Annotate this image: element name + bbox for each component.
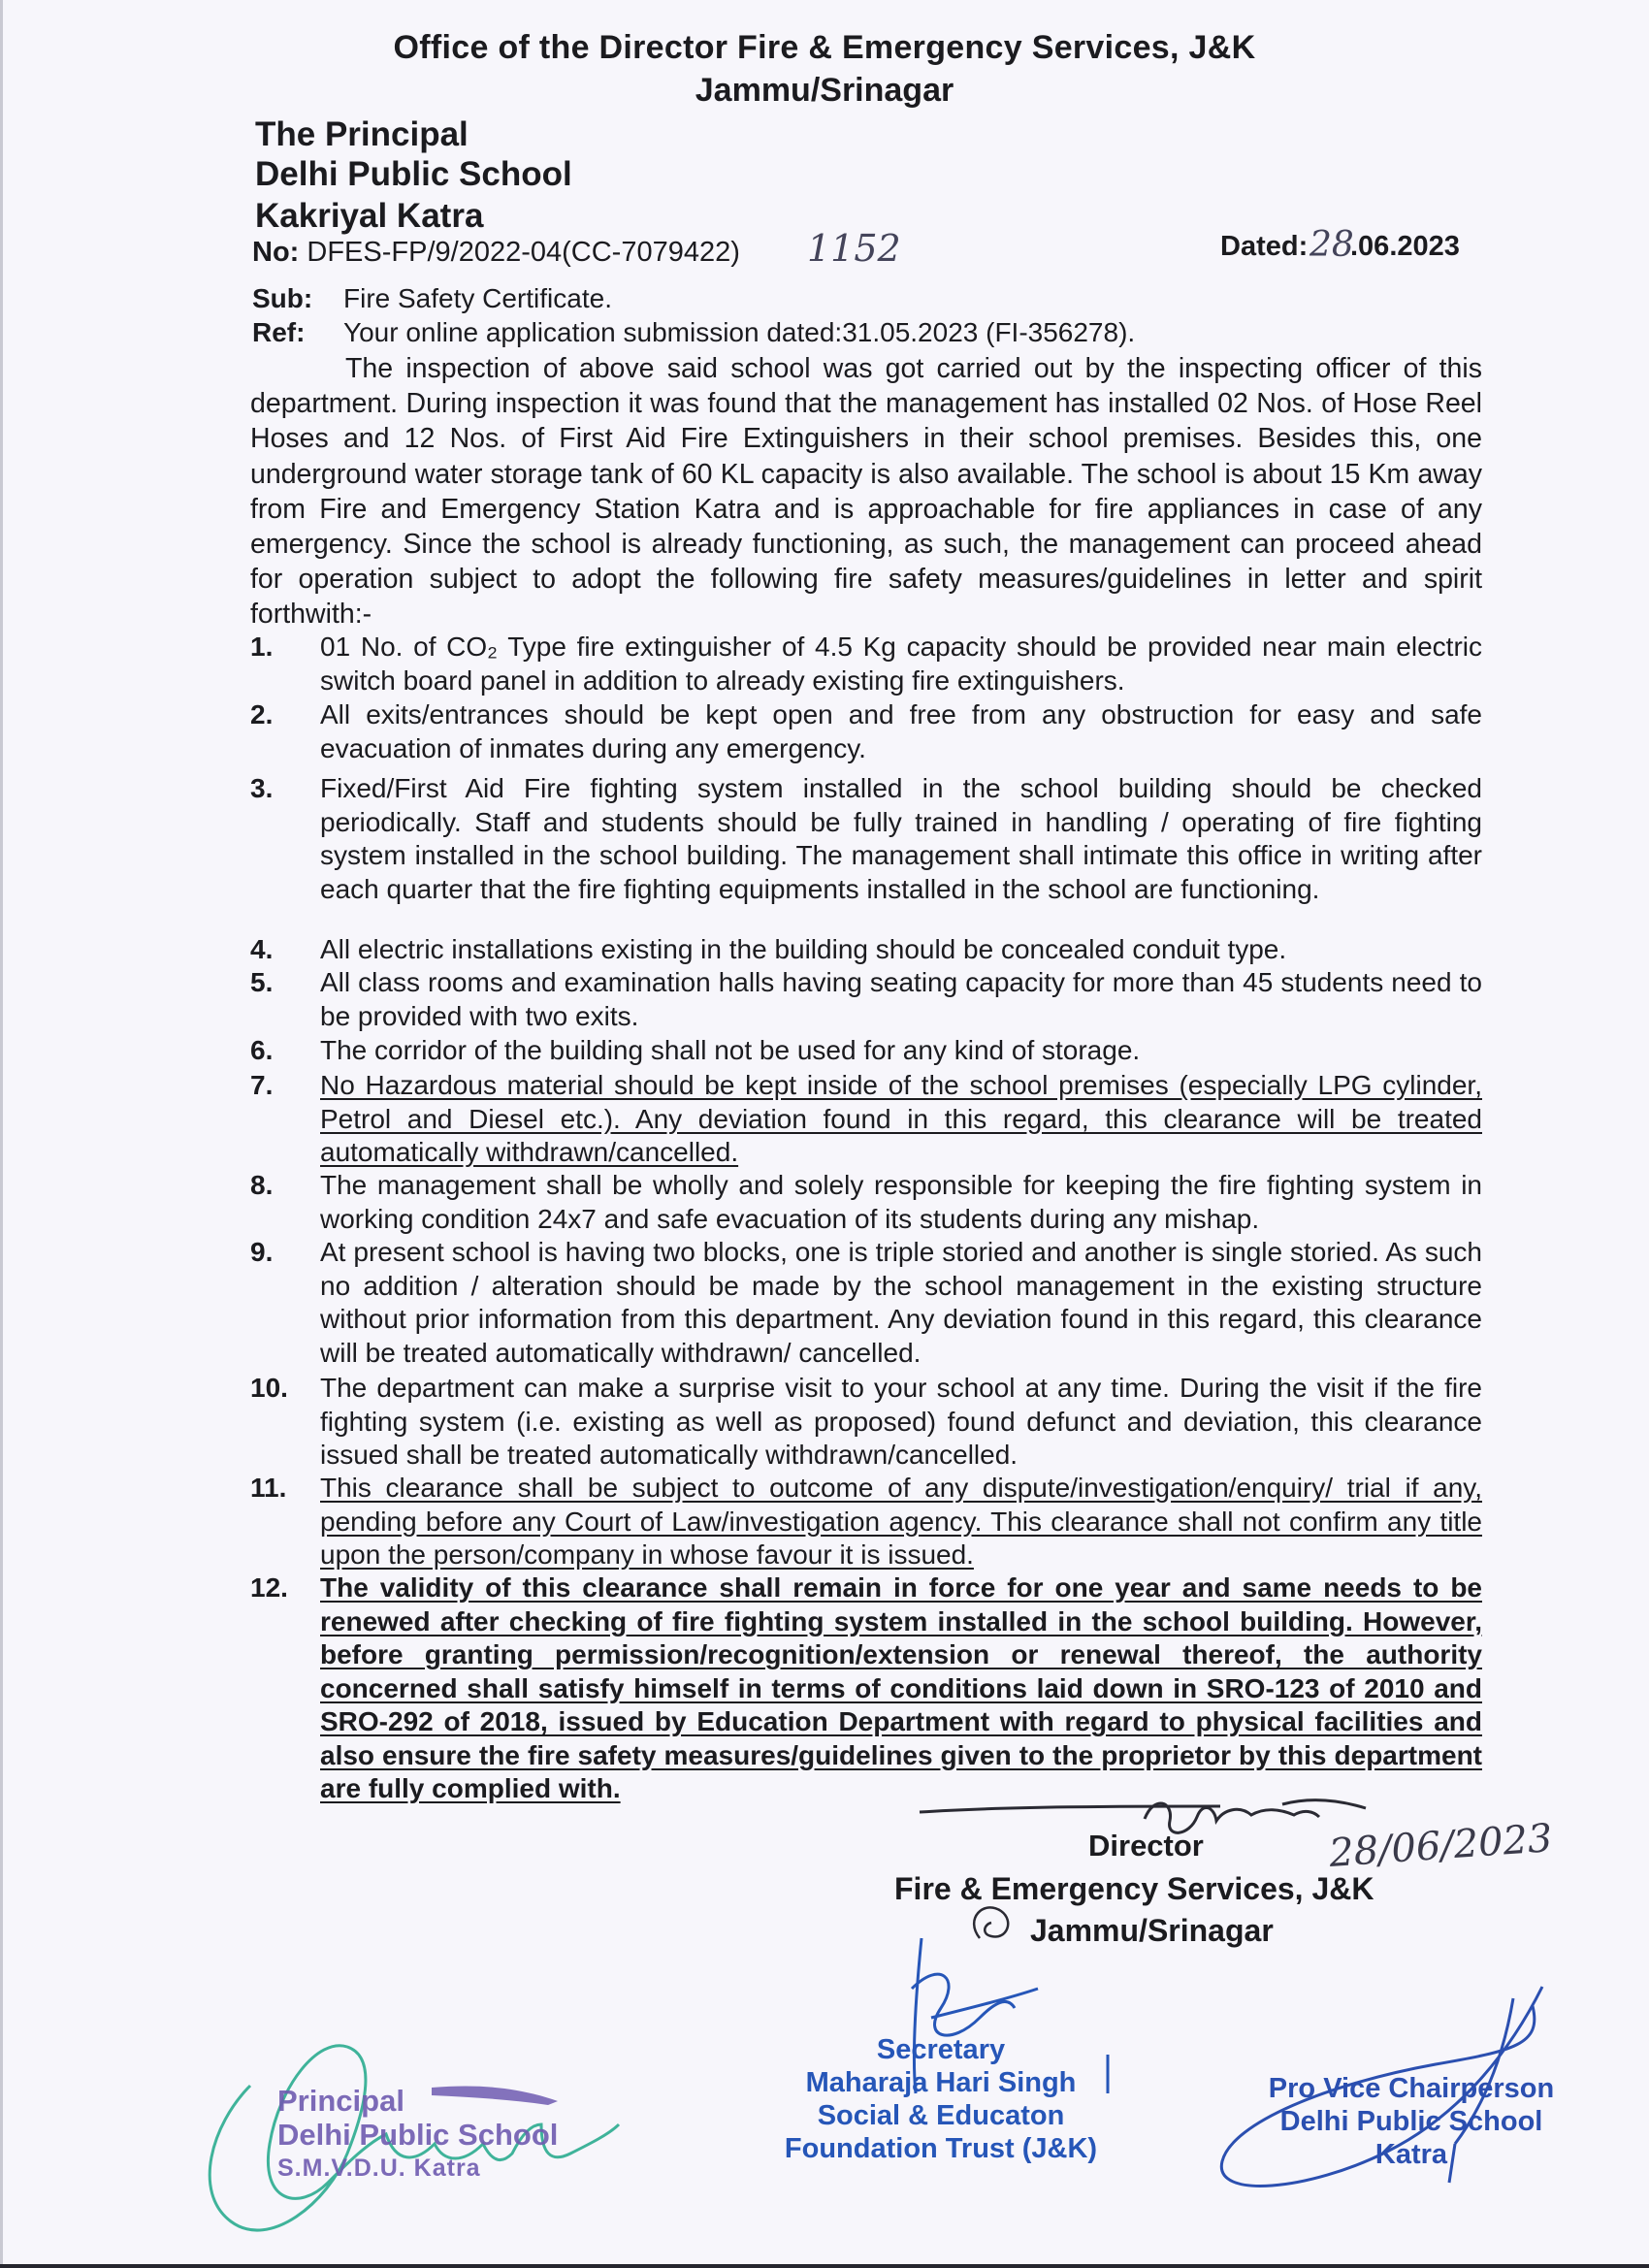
director-office: Fire & Emergency Services, J&K [894, 1871, 1374, 1906]
item-text: This clearance shall be subject to outcome of any dispute/investigation/enquiry/ trial if any, pending before any Court of Law/investigation agency. This clearance shall not confirm any title upon the person/company in whose favour it is issued. [320, 1473, 1482, 1570]
director-location: Jammu/Srinagar [1030, 1913, 1274, 1948]
item-text: Fixed/First Aid Fire fighting system installed in the school building should be checked periodically. Staff and students should be fully trained in handling / operating of fire fighting system installed in the school building. The management shall intimate this office in writing after each quarter that the fire fighting equipments installed in the school are functioning. [320, 773, 1482, 904]
item-number: 10. [250, 1373, 288, 1403]
item-text: The department can make a surprise visit to your school at any time. During the visit if the fire fighting system (i.e. existing as well as proposed) found defunct and deviation, this clearance issued shall be treated automatically withdrawn/cancelled. [320, 1373, 1482, 1470]
reference-number-value: DFES-FP/9/2022-04(CC-7079422) [307, 237, 740, 268]
item-number: 5. [250, 967, 274, 997]
ref-label: Ref: [252, 317, 306, 347]
director-handwritten-date: 28/06/2023 [1327, 1816, 1554, 1876]
intro-paragraph: The inspection of above said school was got carried out by the inspecting officer of this department. During inspection it was found that the management has installed 02 Nos. of Hose Reel Hoses and 12 Nos. of First Aid Fire Extinguishers in their school premises. Besides this, one underground water storage tank of 60 KL capacity is also available. The school is about 15 Km away from Fire and Emergency Station Katra and is approachable for fire appliances in case of any emergency. Since the school is already functioning, as such, the management can proceed ahead for operation subject to adopt the following fire safety measures/guidelines in letter and spirit forthwith:- [250, 353, 1482, 631]
dated-label: Dated: [1220, 231, 1309, 262]
pro-vice-stamp-line-1: Pro Vice Chairperson [1268, 2073, 1555, 2104]
addressee-line-1: The Principal [255, 115, 469, 153]
secretary-stamp-line-4: Foundation Trust (J&K) [784, 2133, 1098, 2164]
secretary-stamp-line-1: Secretary [876, 2034, 1006, 2065]
director-title: Director [1088, 1829, 1204, 1863]
item-number: 9. [250, 1237, 274, 1267]
at-mark [974, 1907, 1008, 1938]
pro-vice-stamp-line-3: Katra [1374, 2139, 1448, 2170]
item-number: 7. [250, 1070, 274, 1100]
item-text: All electric installations existing in the building should be concealed conduit type. [320, 934, 1287, 964]
item-number: 2. [250, 699, 274, 729]
handwritten-dispatch-number: 1152 [807, 227, 901, 270]
office-header: Office of the Director Fire & Emergency Services, J&K [393, 29, 1256, 66]
item-number: 11. [250, 1473, 287, 1503]
addressee-line-3: Kakriyal Katra [255, 197, 484, 235]
principal-stamp [277, 2084, 598, 2186]
item-number: 12. [250, 1572, 288, 1603]
secretary-stamp-line-2: Maharaja Hari Singh [805, 2067, 1077, 2098]
subject-text: Fire Safety Certificate. [343, 283, 612, 313]
handwritten-day: 28 [1310, 225, 1354, 265]
item-number: 6. [250, 1035, 274, 1065]
item-text: The validity of this clearance shall remain in force for one year and same needs to be renewed after checking of fire fighting system installed in the school building. However, before granting permission/recognition/extension or renewal thereof, the authority concerned shall satisfy himself in terms of conditions laid down in SRO-123 of 2010 and SRO-292 of 2018, issued by Education Department with regard to physical facilities and also ensure the fire safety measures/guidelines given to the proprietor by this department are fully complied with. [320, 1572, 1482, 1803]
director-signature-stroke [920, 1806, 1220, 1812]
item-text: 01 No. of CO₂ Type fire extinguisher of 4.5 Kg capacity should be provided near main electric switch board panel in addition to already existing fire extinguishers. [320, 632, 1482, 696]
subject-label: Sub: [252, 283, 313, 313]
item-number: 1. [250, 632, 274, 662]
dated-value: .06.2023 [1350, 231, 1460, 262]
ref-text: Your online application submission dated:31.05.2023 (FI-356278). [343, 317, 1136, 347]
item-text: The management shall be wholly and solely responsible for keeping the fire fighting system in working condition 24x7 and safe evacuation of its students during any mishap. [320, 1170, 1482, 1234]
item-text: All class rooms and examination halls having seating capacity for more than 45 students need to be provided with two exits. [320, 967, 1482, 1031]
principal-stamp-line-2: Delhi Public School [277, 2118, 559, 2152]
principal-stamp-line-1: Principal [277, 2084, 404, 2118]
item-number: 8. [250, 1170, 274, 1200]
item-number: 3. [250, 773, 274, 803]
item-text: At present school is having two blocks, one is triple storied and another is single storied. As such no addition / alteration should be made by the school management in the existing structure without prior information from this department. Any deviation found in this regard, this clearance will be treated automatically withdrawn/ cancelled. [320, 1237, 1482, 1368]
secretary-stamp [747, 2033, 1135, 2165]
addressee-line-2: Delhi Public School [255, 155, 572, 193]
item-number: 4. [250, 934, 274, 964]
reference-number-label: No: [252, 237, 300, 268]
office-location: Jammu/Srinagar [695, 72, 954, 109]
pro-vice-stamp-line-2: Delhi Public School [1279, 2106, 1543, 2137]
item-text: All exits/entrances should be kept open and free from any obstruction for easy and safe evacuation of inmates during any emergency. [320, 699, 1482, 763]
pro-vice-chairperson-stamp [1232, 2072, 1591, 2171]
item-text: No Hazardous material should be kept inside of the school premises (especially LPG cylinder, Petrol and Diesel etc.). Any deviation found in this regard, this clearance will be treated automatically withdrawn/cancelled. [320, 1070, 1482, 1167]
principal-stamp-line-3: S.M.V.D.U. Katra [277, 2155, 481, 2182]
item-text: The corridor of the building shall not be used for any kind of storage. [320, 1035, 1141, 1065]
secretary-stamp-line-3: Social & Educaton [817, 2100, 1065, 2131]
